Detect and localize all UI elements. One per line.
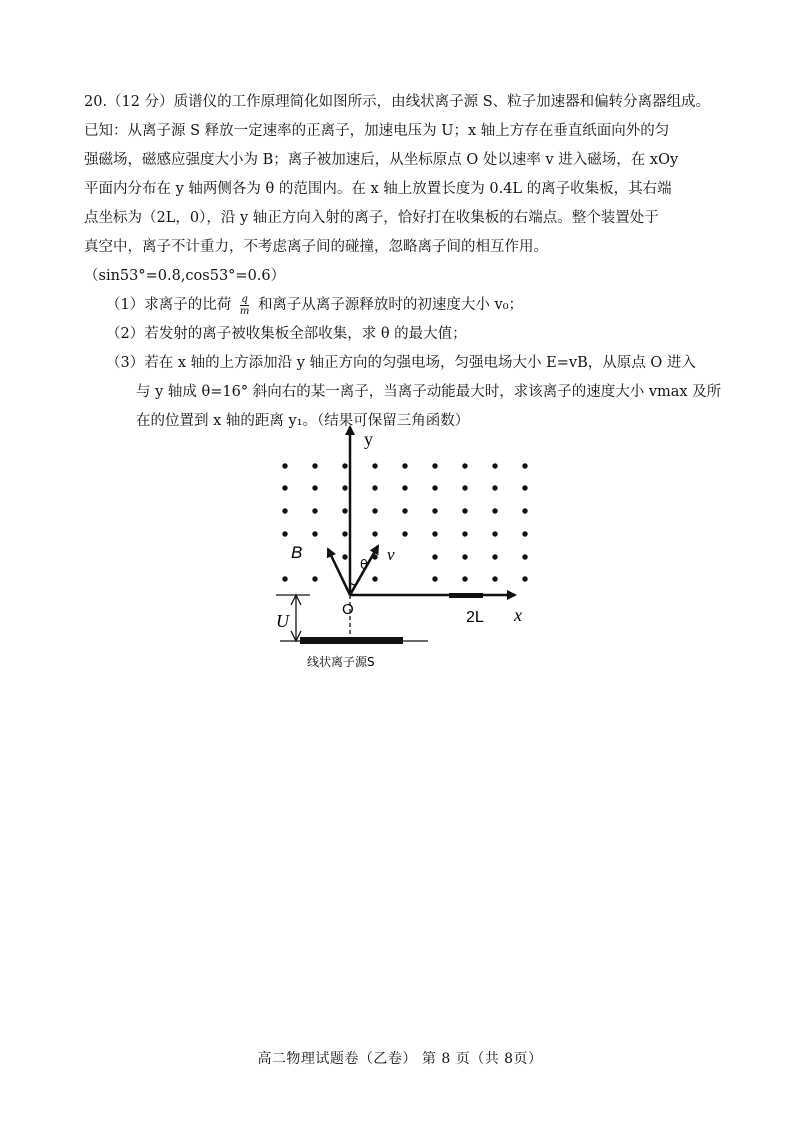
field-dot-row-2 <box>282 485 527 490</box>
field-dot-row-3 <box>282 508 527 513</box>
diagram-svg <box>260 415 560 675</box>
trig-values: （sin53°=0.8,cos53°=0.6） <box>84 268 286 284</box>
x-axis-label: x <box>514 605 522 625</box>
ion-source-label: 线状离子源S <box>307 655 375 669</box>
field-dot-row-1 <box>282 463 527 468</box>
field-dot-row-6 <box>282 576 527 581</box>
problem-line-1: 20.（12 分）质谱仪的工作原理简化如图所示，由线状离子源 S、粒子加速器和偏转分离器组成。 <box>84 94 711 110</box>
origin-label: O <box>342 601 354 618</box>
question-3-line-2: 与 y 轴成 θ=16° 斜向右的某一离子，当离子动能最大时，求该离子的速度大小 vmax 及所 <box>136 384 722 400</box>
question-1-start: （1）求离子的比荷 <box>106 297 232 313</box>
question-1 <box>84 291 724 320</box>
problem-line-2: 已知：从离子源 S 释放一定速率的正离子，加速电压为 U；x 轴上方存在垂直纸面向外的匀 <box>84 123 670 139</box>
problem-20 <box>84 88 724 436</box>
y-axis-label: y <box>364 429 373 449</box>
problem-line-3: 强磁场，磁感应强度大小为 B；离子被加速后，从坐标原点 O 处以速率 v 进入磁场，在 xOy <box>84 152 679 168</box>
field-dot-row-4 <box>282 531 527 536</box>
ion-source-bar <box>300 637 403 644</box>
magnetic-field-label: B <box>291 543 303 562</box>
problem-line-6: 真空中，离子不计重力，不考虑离子间的碰撞，忽略离子间的相互作用。 <box>84 239 548 255</box>
voltage-label: U <box>276 611 289 631</box>
question-1-end: 和离子从离子源释放时的初速度大小 v₀； <box>257 297 524 313</box>
charge-mass-ratio <box>240 294 249 317</box>
question-3-line-1: （3）若在 x 轴的上方添加沿 y 轴正方向的匀强电场，匀强电场大小 E=vB，从原点 O 进入 <box>106 355 696 371</box>
problem-line-5: 点坐标为（2L，0），沿 y 轴正方向入射的离子，恰好打在收集板的右端点。整个装置处于 <box>84 210 659 226</box>
collector-plate <box>449 593 483 598</box>
collector-coordinate-label: 2L <box>466 609 484 626</box>
page-footer: 高二物理试题卷（乙卷） 第 8 页（共 8页） <box>257 1051 543 1067</box>
physics-diagram <box>260 415 560 675</box>
magnetic-field-dots <box>282 463 527 581</box>
theta-label: θ <box>360 558 368 573</box>
ratio-denominator: m <box>239 305 250 317</box>
question-2: （2）若发射的离子被收集板全部收集，求 θ 的最大值； <box>106 326 467 342</box>
question-3-line-3: 在的位置到 x 轴的距离 y₁。（结果可保留三角函数） <box>136 413 470 429</box>
problem-line-4: 平面内分布在 y 轴两侧各为 θ 的范围内。在 x 轴上放置长度为 0.4L 的离子收集板，其右端 <box>84 181 672 197</box>
velocity-label: v <box>387 545 395 564</box>
ratio-numerator: q <box>241 293 248 305</box>
